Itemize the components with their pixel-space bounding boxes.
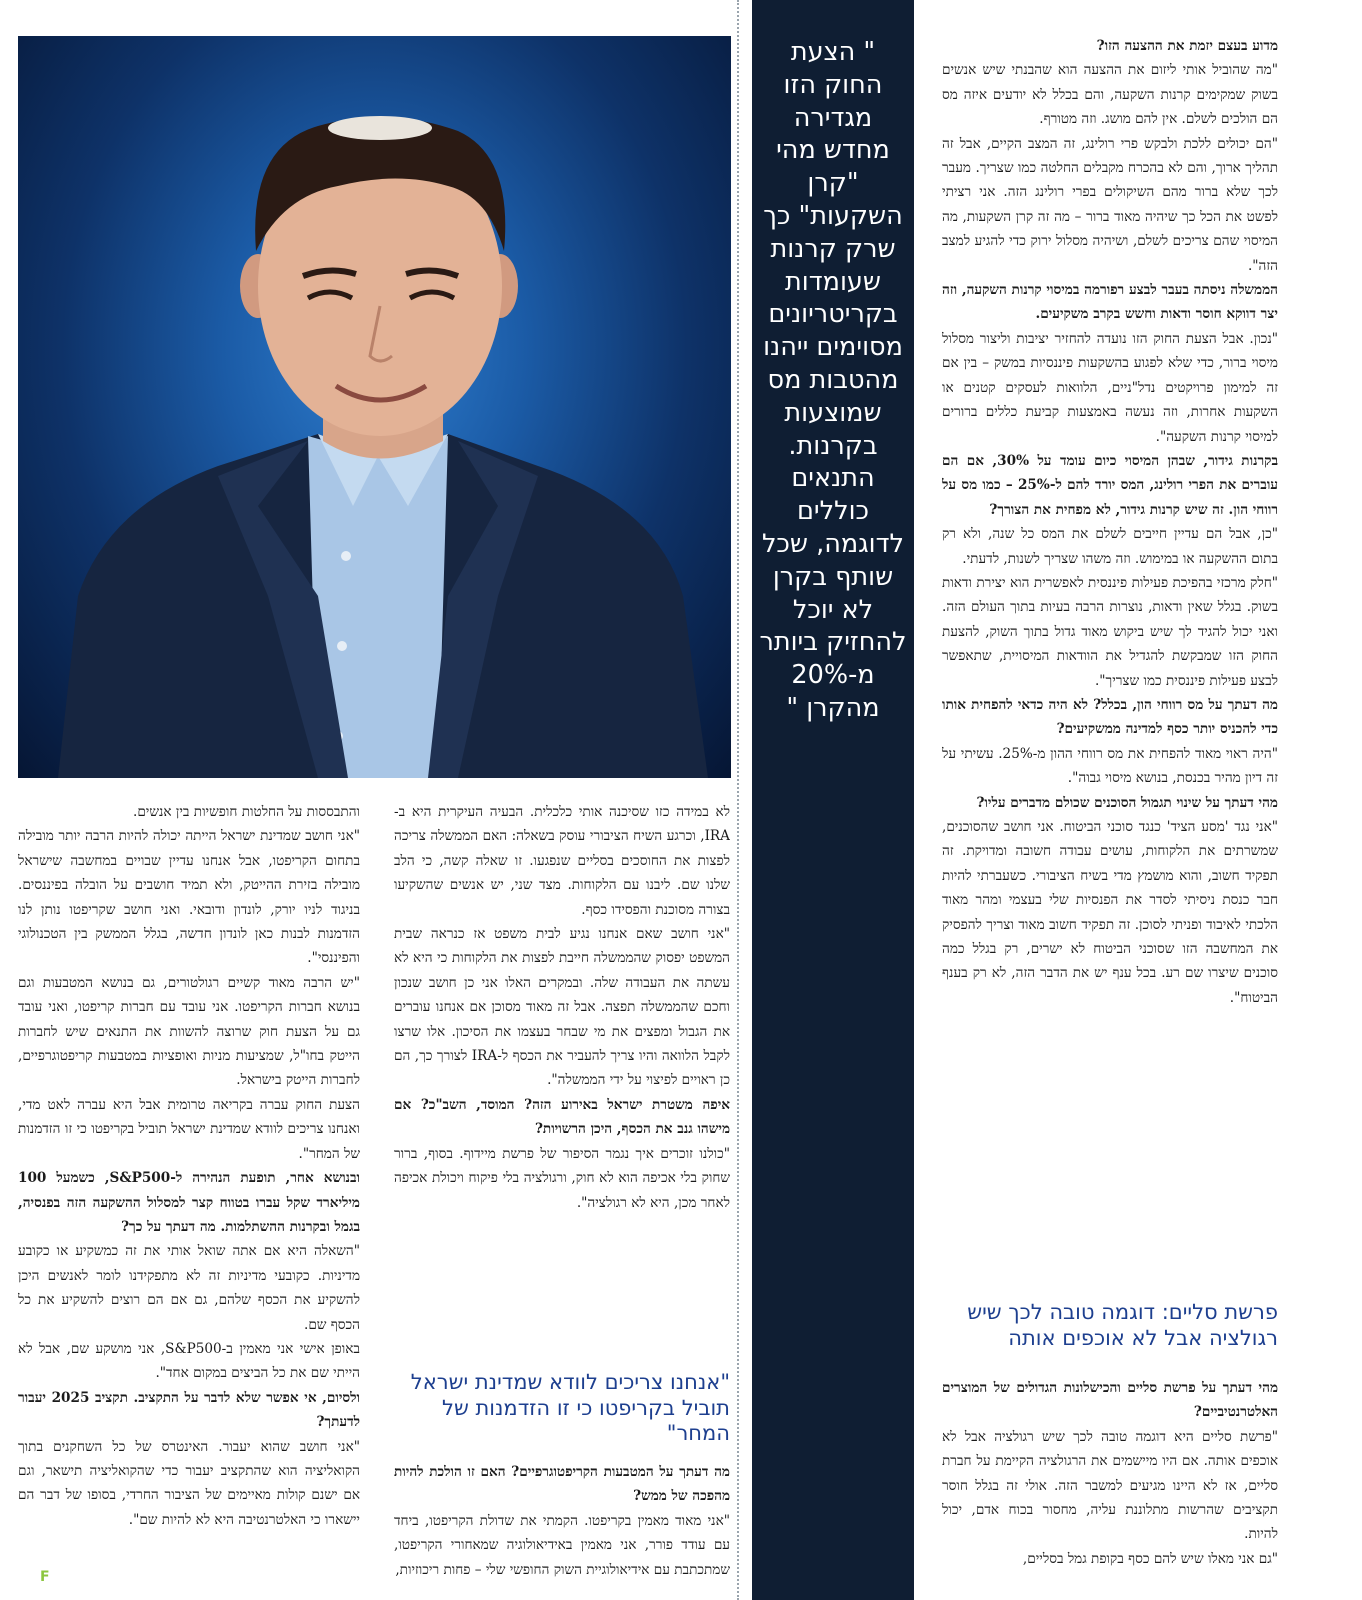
interview-answer: "הם יכולים ללכת ולבקש פרי רולינג, זה המצב הקיים, אבל זה תהליך ארוך, והם לא בהכרח מקבלים החלטה כמו שצריך. מעבר לכך שלא ברור מהם השיקולים בפרי רולינג הזה. אני רציתי לפשט את הכל כך שיהיה מאוד ברור – מה זה קרן השקעות, מה המיסוי שהם צריכים לשלם, ושיהיה מסלול ירוק כדי להגיע למצב הזה". [942, 135, 1278, 274]
interview-answer: "גם אני מאלו שיש להם כסף בקופת גמל בסליים, [1022, 1550, 1278, 1567]
interview-answer: "אני חושב שאם אנחנו נגיע לבית משפט אז כנראה שבית המשפט יפסוק שהממשלה חייבת לפצות את הלקוחות כי היא לא עשתה את העבודה שלה. ובמקרים האלו אני כן חושב שנכון וחכם שהממשלה תפצה. אבל זה מאוד מסוכן אם אנחנו עוברים את הגבול ומפצים את מי שבחר בעצמו את הסיכון. אלו שרצו לקבל הלוואה והיו צריך להעביר את הכסף ל-IRA לצורך כך, הם כן ראויים לפיצוי על ידי הממשלה". [394, 926, 730, 1089]
interview-answer: "אני מאוד מאמין בקריפטו. הקמתי את שדולת הקריפטו, ביחד עם עודד פורר, אני מאמין באידיאולוגיה שמאחורי הקריפטו, שמתכתבת עם אידיאולוגיית השוק החופשי שלי – פחות ריכוזיות, [394, 1512, 730, 1578]
interview-question: הממשלה ניסתה בעבר לבצע רפורמה במיסוי קרנות השקעה, וזה יצר דווקא חוסר ודאות וחשש בקרב משקיעים. [942, 282, 1278, 323]
article-end-mark: F [40, 1569, 50, 1585]
interview-answer: "כולנו זוכרים איך נגמר הסיפור של פרשת מיידוף. בסוף, ברור שחוק בלי אכיפה הוא לא חוק, ורגולציה בלי פיקוח ויכולת אכיפה לאחר מכן, היא לא רגולציה". [394, 1145, 730, 1211]
interview-answer: באופן אישי אני מאמין ב-S&P500, אני מושקע שם, אבל לא הייתי שם את כל הביצים במקום אחד". [18, 1340, 360, 1382]
pull-quote: " הצעת החוק הזו מגדירה מחדש מהי "קרן השקעות" כך שרק קרנות שעומדות בקריטריונים מסוימים ייהנו מהטבות מס שמוצעות בקרנות. התנאים כוללים לדוגמה, שכל שותף בקרן לא יוכל להחזיק ביותר מ-20% מהקרן " [759, 37, 907, 723]
interview-answer: "פרשת סליים היא דוגמה טובה לכך שיש רגולציה אבל לא אוכפים אותה. אם היו מיישמים את הרגולציה הקיימת על חברת סליים, אז לא היינו מגיעים למשבר הזה. אולי זה בגלל חוסר תקציבים שהרשות מתלוננת עליה, מחסור בכוח אדם, יכול להיות. [942, 1428, 1278, 1543]
interview-answer: הצעת החוק עברה בקריאה טרומית אבל היא עברה לאט מדי, ואנחנו צריכים לוודא שמדינת ישראל תוביל בקריפטו כי זו הזדמנות של המחר". [18, 1096, 360, 1162]
column-divider [737, 0, 739, 1600]
interview-question: מדוע בעצם יזמת את ההצעה הזו? [1096, 38, 1278, 54]
interview-answer: "אני חושב שמדינת ישראל הייתה יכולה להיות הרבה יותר מובילה בתחום הקריפטו, אבל אנחנו עדיין שבויים במחשבה שישראל מובילה בזירת ההייטק, ולא תמיד חושבים על הובלה בפיננסים. בניגוד לניו יורק, לונדון ודובאי. ואני חושב שקריפטו נותן לנו הזדמנות לבנות כאן לונדון חדשה, בגלל הממשק בין הטכנולוגי והפיננסי". [18, 828, 360, 967]
interview-answer: "חלק מרכזי בהפיכת פעילות פיננסית לאפשרית הוא יצירת ודאות בשוק. בגלל שאין ודאות, נוצרות הרבה בעיות בתוך העולם הזה. ואני יכול להגיד לך שיש ביקוש מאוד גדול בתוך השוק, להצעת החוק הזו שמבקשת להגדיל את הוודאות המיסויית, שתאפשר לבצע פעילות פיננסית כמו שצריך". [942, 574, 1278, 689]
interview-answer: "מה שהוביל אותי ליזום את ההצעה הוא שהבנתי שיש אנשים בשוק שמקימים קרנות השקעה, והם בכלל לא יודעים איזה מס הם הולכים לשלם. אין להם מושג. וזה מטורף. [942, 62, 1278, 128]
interview-answer: "השאלה היא אם אתה שואל אותי את זה כמשקיע או כקובע מדיניות. כקובעי מדיניות זה לא מתפקידנו לומר לאנשים היכן להשקיע את הכסף שלהם, גם אם הם רוצים להשקיע את כל הכסף שם. [18, 1243, 360, 1333]
article-column-middle [394, 800, 730, 1350]
article-column-middle-lower [394, 1460, 730, 1600]
interview-question: איפה משטרת ישראל באירוע הזה? המוסד, השב"כ? אם מישהו גנב את הכסף, היכן הרשויות? [394, 1096, 730, 1138]
interview-question: בקרנות גידור, שבהן המיסוי כיום עומד על 30%, אם הם עוברים את הפרי רולינג, המס יורד להם ל-25% – כמו מס על רווחי הון. זה שיש קרנות גידור, לא מפחית את הצורך? [942, 452, 1278, 518]
interview-question: מה דעתך על המטבעות הקריפטוגרפיים? האם זו הולכת להיות מהפכה של ממש? [394, 1464, 730, 1505]
interview-answer: "נכון. אבל הצעת החוק הזו נועדה להחזיר יציבות וליצור מסלול מיסוי ברור, כדי שלא לפגוע בהשקעות פיננסיות במשק – בין אם זה למימון פרויקטים נדל"ניים, הלוואות לעסקים קטנים או השקעות אחרות, וזה נעשה באמצעות קביעת כללים ברורים למיסוי קרנות השקעה". [942, 330, 1278, 445]
interview-question: מה דעתך על מס רווחי הון, בכלל? לא היה כדאי להפחית אותו כדי להכניס יותר כסף למדינה ממשקיעים? [942, 696, 1278, 738]
interview-answer: "היה ראוי מאוד להפחית את מס רווחי ההון מ-25%. עשיתי על זה דיון מהיר בכנסת, בנושא מיסוי גבוה". [942, 745, 1278, 787]
interview-answer: "אני חושב שהוא יעבור. האינטרס של כל השחקנים בתוך הקואליציה הוא שהתקציב יעבור כדי שהקואליציה תישאר, וגם אם ישנם קולות מאיימים של הציבור החרדי, בסופו של דבר הם יישארו כי האלטרנטיבה היא לא להיות שם". [18, 1438, 360, 1528]
article-column-right [942, 34, 1278, 1259]
subheading-crypto: "אנחנו צריכים לוודא שמדינת ישראל תוביל בקריפטו כי זו הזדמנות של המחר" [410, 1370, 730, 1445]
portrait-photo [18, 36, 731, 778]
interview-question: מהי דעתך על שינוי תגמול הסוכנים שכולם מדברים עליו? [976, 794, 1278, 811]
interview-question: ובנושא אחר, תופעת הנהירה ל-S&P500, כשמעל 100 מיליארד שקל עברו בטווח קצר למסלול ההשקעה הזה בפנסיה, בגמל ובקרנות ההשתלמות. מה דעתך על כך? [18, 1170, 360, 1235]
interview-answer: "יש הרבה מאוד קשיים רגולטורים, גם בנושא המטבעות וגם בנושא חברות הקריפטו. אני עובד עם חברות קריפטו, ואני עובד גם על הצעת חוק שרוצה להשוות את התנאים שיש לחברות הייטק בחו"ל, שמציעות מניות ואופציות במטבעות קריפטוגרפיים, לחברות הייטק בישראל. [18, 974, 360, 1089]
article-column-right-lower [942, 1376, 1278, 1600]
portrait-illustration [18, 36, 731, 778]
interview-answer: "אני נגד 'מסע הציד' כנגד סוכני הביטוח. אני חושב שהסוכנים, שמשרתים את הלקוחות, עושים עבודה חשובה ומדויקת. זה תפקיד חשוב, והוא מושמץ מדי בשיח הציבורי. כשעברתי להיות חבר כנסת ניסיתי לסדר את הפנסיות שלי בעצמי ומהר מאוד הלכתי לאיבוד ופניתי לסוכן. זה תפקיד חשוב מאוד וצריך להפסיק את המחשבה הזו שסוכני הביטוח לא ישרים, רק בגלל כמה סוכנים שיצרו שם רע. בכל ענף יש את הדבר הזה, לא רק בענף הביטוח". [942, 819, 1278, 1006]
subheading-slime-affair: פרשת סליים: דוגמה טובה לכך שיש רגולציה אבל לא אוכפים אותה [967, 1300, 1278, 1350]
interview-answer: לא במידה כזו שסיכנה אותי כלכלית. הבעיה העיקרית היא ב-IRA, וכרגע השיח הציבורי עוסק בשאלה: האם הממשלה צריכה לפצות את החוסכים בסליים שנפגעו. זו שאלה קשה, כי הלב שלנו שם. ליבנו עם הלקוחות. מצד שני, יש אנשים שהשקיעו בצורה מסוכנת והפסידו כסף. [394, 804, 730, 918]
interview-question: ולסיום, אי אפשר שלא לדבר על התקציב. תקציב 2025 יעבור לדעתך? [18, 1389, 360, 1431]
interview-question: מהי דעתך על פרשת סליים והכישלונות הגדולים של המוצרים האלטרנטיביים? [942, 1380, 1278, 1421]
interview-answer: "כן, אבל הם עדיין חייבים לשלם את המס כל שנה, ולא רק בתום ההשקעה או במימוש. וזה משהו שצריך לשנות, לדעתי. [942, 526, 1278, 567]
interview-answer: והתבססות על החלטות חופשיות בין אנשים. [133, 804, 360, 820]
article-column-left [18, 800, 360, 1600]
